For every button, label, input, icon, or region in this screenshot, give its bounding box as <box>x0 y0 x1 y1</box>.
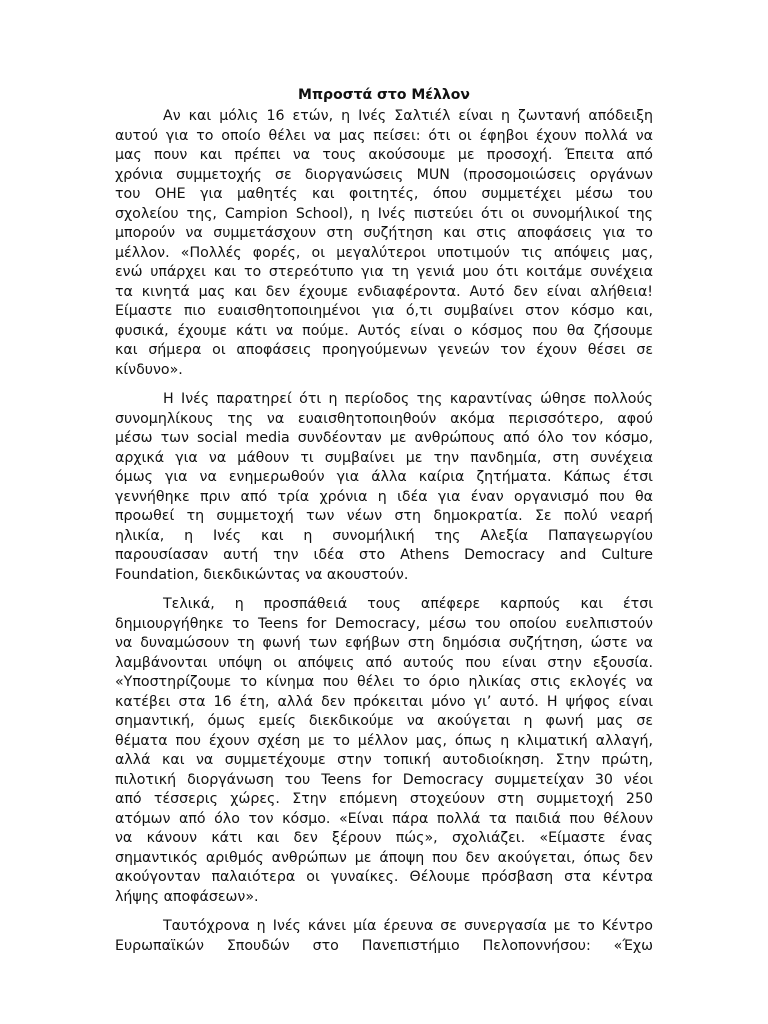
paragraph <box>115 595 653 907</box>
text-line: όμως για να ενημερωθούν για άλλα καίρια ζητήματα. Κάπως έτσι <box>115 469 653 485</box>
text-line: να δυναμώσουν τη φωνή των εφήβων στη δημόσια συζήτηση, ώστε να <box>115 635 653 651</box>
text-line: Η Ινές παρατηρεί ότι η περίοδος της καραντίνας ώθησε πολλούς <box>163 391 653 407</box>
text-line: Foundation, διεκδικώντας να ακουστούν. <box>115 566 409 583</box>
text-line: θέματα που έχουν σχέση με το μέλλον μας, όπως η κλιματική αλλαγή, <box>115 732 653 749</box>
text-line: αρχικά για να μάθουν τι συμβαίνει με την πανδημία, στη συνέχεια <box>115 449 653 466</box>
text-line: ηλικία, η Ινές και η συνομήλική της Αλεξία Παπαγεωργίου <box>115 527 653 544</box>
text-line: φυσικά, έχουμε κάτι να πούμε. Αυτός είναι ο κόσμος που θα ζήσουμε <box>115 322 653 339</box>
paragraph <box>115 107 653 380</box>
text-line: και σήμερα οι αποφάσεις προηγούμενων γενεών τον έχουν θέσει σε <box>115 342 653 358</box>
document-body <box>115 107 653 956</box>
text-line: δημιουργήθηκε το Teens for Democracy, μέσω του οποίου ευελπιστούν <box>115 615 653 632</box>
text-line: λαμβάνονται υπόψη οι απόψεις από αυτούς που είναι στην εξουσία. <box>115 654 653 671</box>
text-line: Ταυτόχρονα η Ινές κάνει μία έρευνα σε συνεργασία με το Κέντρο <box>163 918 653 934</box>
text-line: από τέσσερις χώρες. Στην επόμενη στοχεύουν στη συμμετοχή 250 <box>115 791 653 807</box>
text-line: Ευρωπαϊκών Σπουδών στο Πανεπιστήμιο Πελοποννήσου: «Έχω <box>115 937 653 954</box>
text-line: ακούγονταν παλαιότερα οι γυναίκες. Θέλουμε πρόσβαση στα κέντρα <box>115 869 653 885</box>
text-line: τα κινητά μας και δεν έχουμε ενδιαφέροντα. Αυτό δεν είναι αλήθεια! <box>115 283 653 300</box>
document-page <box>115 85 653 966</box>
text-line: κατέβει στα 16 έτη, αλλά δεν πρόκειται μόνο γι’ αυτό. Η ψήφος είναι <box>115 693 653 710</box>
text-line: Τελικά, η προσπάθειά τους απέφερε καρπούς και έτσι <box>163 596 653 612</box>
text-line: σχολείου της, Campion School), η Ινές πιστεύει ότι οι συνομήλικοί της <box>115 205 653 222</box>
paragraph <box>115 917 653 956</box>
text-line: ενώ υπάρχει και το στερεότυπο για τη γενιά μου ότι κοιτάμε συνέχεια <box>115 264 653 280</box>
text-line: του ΟΗΕ για μαθητές και φοιτητές, όπου συμμετέχει μέσω του <box>115 186 653 202</box>
text-line: μπορούν να συμμετάσχουν στη συζήτηση και στις αποφάσεις για το <box>115 225 653 241</box>
text-line: σημαντική, όμως εμείς διεκδικούμε να ακούγεται η φωνή μας σε <box>115 713 653 729</box>
text-line: προωθεί τη συμμετοχή των νέων στη δημοκρατία. Σε πολύ νεαρή <box>115 508 653 524</box>
text-line: αυτού για το οποίο θέλει να μας πείσει: ότι οι έφηβοι έχουν πολλά να <box>115 127 653 144</box>
text-line: ατόμων από όλο τον κόσμο. «Είναι πάρα πολλά τα παιδιά που θέλουν <box>115 810 653 827</box>
text-line: αλλά και να συμμετέχουμε στην τοπική αυτοδιοίκηση. Στην πρώτη, <box>115 752 653 768</box>
text-line: να κάνουν κάτι και δεν ξέρουν πώς», σχολιάζει. «Είμαστε ένας <box>115 830 653 846</box>
text-line: γεννήθηκε πριν από τρία χρόνια η ιδέα για έναν οργανισμό που θα <box>115 488 653 505</box>
text-line: μέλλον. «Πολλές φορές, οι μεγαλύτεροι υποτιμούν τις απόψεις μας, <box>115 244 653 261</box>
text-line: Αν και μόλις 16 ετών, η Ινές Σαλτιέλ είναι η ζωντανή απόδειξη <box>163 108 653 124</box>
text-line: κίνδυνο». <box>115 361 183 378</box>
text-line: συνομηλίκους της να ευαισθητοποιηθούν ακόμα περισσότερο, αφού <box>115 410 653 427</box>
text-line: πιλοτική διοργάνωση του Teens for Democracy συμμετείχαν 30 νέοι <box>115 771 653 788</box>
text-line: λήψης αποφάσεων». <box>115 888 259 905</box>
text-line: παρουσίασαν αυτή την ιδέα στο Athens Democracy and Culture <box>115 547 653 563</box>
paragraph <box>115 390 653 585</box>
text-line: μας πουν και πρέπει να τους ακούσουμε με προσοχή. Έπειτα από <box>115 147 653 163</box>
text-line: Είμαστε πιο ευαισθητοποιημένοι για ό,τι συμβαίνει στον κόσμο και, <box>115 303 653 319</box>
text-line: χρόνια συμμετοχής σε διοργανώσεις MUN (προσομοιώσεις οργάνων <box>115 166 653 183</box>
text-line: μέσω των social media συνδέονταν με ανθρώπους από όλο τον κόσμο, <box>115 430 653 446</box>
text-line: «Υποστηρίζουμε το κίνημα που θέλει το όριο ηλικίας στις εκλογές να <box>115 674 653 690</box>
text-line: σημαντικός αριθμός ανθρώπων με άποψη που δεν ακούγεται, όπως δεν <box>115 849 653 866</box>
document-title: Μπροστά στο Μέλλον <box>298 87 470 103</box>
